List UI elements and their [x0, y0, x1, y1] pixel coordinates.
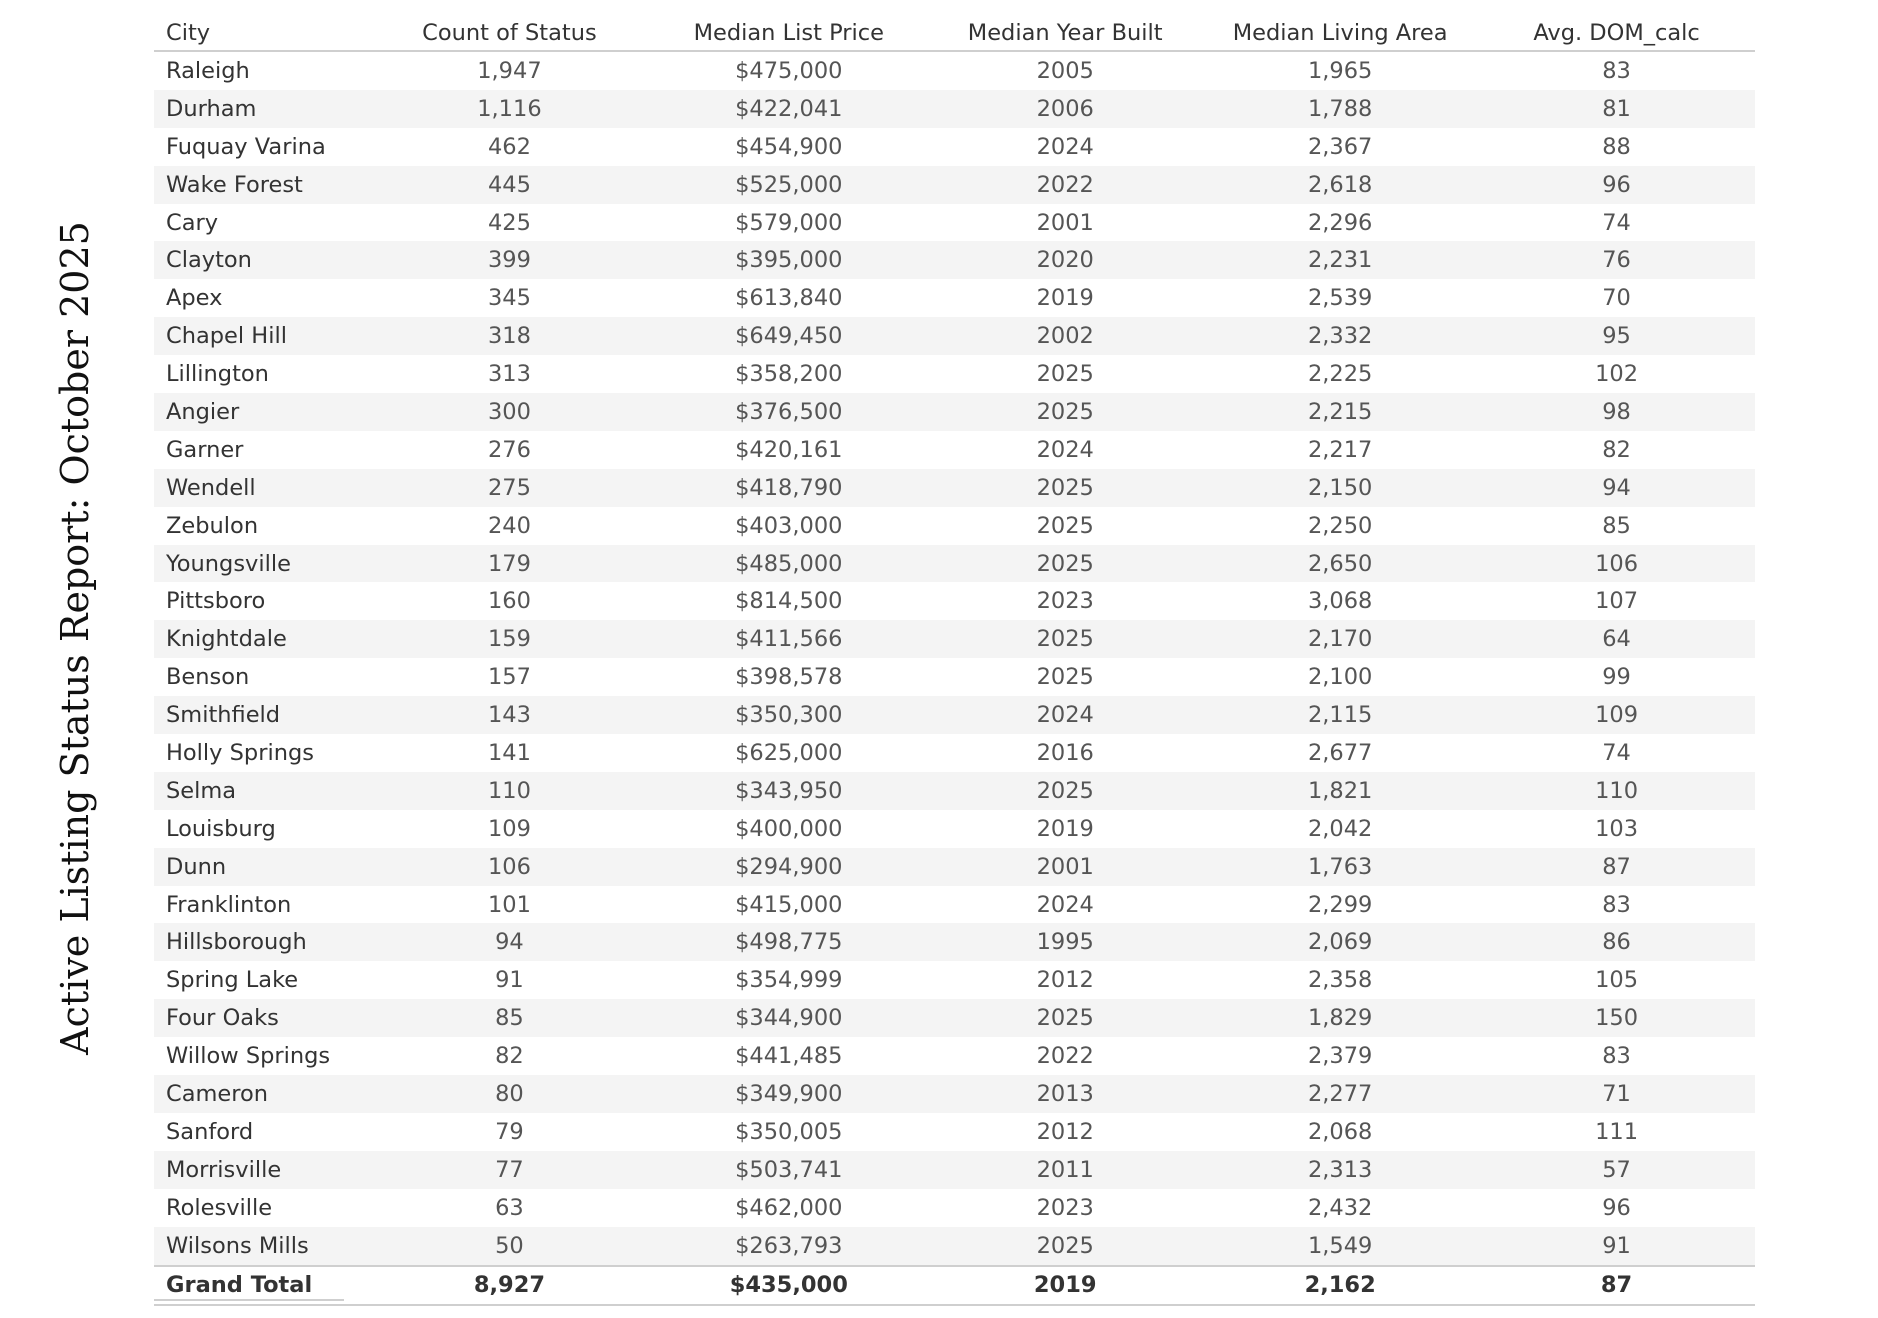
cell-city: Holly Springs	[166, 739, 314, 766]
cell-avg-dom: 106	[1595, 550, 1639, 577]
cell-median-list-price: $398,578	[735, 664, 843, 691]
cell-median-list-price: $354,999	[735, 967, 843, 994]
table-header-row	[154, 16, 1755, 52]
cell-avg-dom: 76	[1602, 247, 1631, 274]
cell-median-year-built: 2025	[1036, 1005, 1094, 1032]
cell-count-of-status: 300	[487, 398, 531, 425]
cell-median-year-built: 1995	[1036, 929, 1094, 956]
table-row	[154, 355, 1755, 393]
cell-median-list-price: $343,950	[735, 777, 843, 804]
cell-count-of-status: 157	[487, 664, 531, 691]
cell-city: Youngsville	[166, 550, 291, 577]
cell-count-of-status: 159	[487, 626, 531, 653]
total-city: Grand Total	[166, 1272, 313, 1299]
cell-median-list-price: $349,900	[735, 1080, 843, 1107]
cell-avg-dom: 71	[1602, 1080, 1631, 1107]
cell-median-year-built: 2025	[1036, 664, 1094, 691]
cell-median-list-price: $263,793	[735, 1232, 843, 1259]
cell-median-year-built: 2001	[1036, 209, 1094, 236]
cell-median-year-built: 2002	[1036, 323, 1094, 350]
cell-median-list-price: $649,450	[735, 323, 843, 350]
table-row	[154, 469, 1755, 507]
cell-median-year-built: 2025	[1036, 474, 1094, 501]
cell-median-living-area: 1,763	[1307, 853, 1373, 880]
cell-avg-dom: 82	[1602, 436, 1631, 463]
table-row	[154, 545, 1755, 583]
cell-city: Wake Forest	[166, 171, 303, 198]
cell-avg-dom: 150	[1595, 1005, 1639, 1032]
table-row	[154, 734, 1755, 772]
cell-city: Raleigh	[166, 57, 250, 84]
cell-median-living-area: 2,432	[1307, 1194, 1373, 1221]
table-row	[154, 241, 1755, 279]
cell-median-living-area: 2,277	[1307, 1080, 1373, 1107]
cell-city: Hillsborough	[166, 929, 307, 956]
cell-avg-dom: 83	[1602, 1043, 1631, 1070]
column-header-count-of-status: Count of Status	[422, 20, 597, 46]
cell-count-of-status: 85	[495, 1005, 524, 1032]
table-row	[154, 810, 1755, 848]
cell-count-of-status: 109	[487, 815, 531, 842]
cell-city: Knightdale	[166, 626, 287, 653]
table-row	[154, 317, 1755, 355]
cell-median-living-area: 1,821	[1307, 777, 1373, 804]
cell-count-of-status: 77	[495, 1156, 524, 1183]
table-row	[154, 886, 1755, 924]
cell-median-living-area: 2,299	[1307, 891, 1373, 918]
table-row	[154, 1113, 1755, 1151]
cell-median-year-built: 2025	[1036, 1232, 1094, 1259]
total-avg-dom: 87	[1600, 1272, 1633, 1299]
cell-avg-dom: 91	[1602, 1232, 1631, 1259]
cell-median-list-price: $403,000	[735, 512, 843, 539]
cell-median-living-area: 2,358	[1307, 967, 1373, 994]
cell-city: Rolesville	[166, 1194, 273, 1221]
cell-median-living-area: 3,068	[1307, 588, 1373, 615]
cell-count-of-status: 80	[495, 1080, 524, 1107]
cell-avg-dom: 102	[1595, 361, 1639, 388]
cell-count-of-status: 110	[487, 777, 531, 804]
cell-avg-dom: 74	[1602, 739, 1631, 766]
cell-count-of-status: 1,116	[477, 95, 542, 122]
cell-median-list-price: $411,566	[735, 626, 843, 653]
table-row	[154, 166, 1755, 204]
cell-count-of-status: 101	[487, 891, 531, 918]
cell-avg-dom: 111	[1595, 1118, 1639, 1145]
cell-median-living-area: 2,296	[1307, 209, 1373, 236]
cell-median-list-price: $579,000	[735, 209, 843, 236]
table-row	[154, 582, 1755, 620]
cell-count-of-status: 275	[487, 474, 531, 501]
cell-avg-dom: 110	[1595, 777, 1639, 804]
cell-count-of-status: 276	[487, 436, 531, 463]
cell-city: Apex	[166, 285, 223, 312]
cell-median-list-price: $625,000	[735, 739, 843, 766]
cell-median-list-price: $395,000	[735, 247, 843, 274]
cell-avg-dom: 64	[1602, 626, 1631, 653]
cell-count-of-status: 179	[487, 550, 531, 577]
cell-median-year-built: 2023	[1036, 1194, 1094, 1221]
cell-median-list-price: $350,300	[735, 702, 843, 729]
table-row	[154, 961, 1755, 999]
cell-count-of-status: 94	[495, 929, 524, 956]
cell-median-living-area: 2,332	[1307, 323, 1373, 350]
cell-count-of-status: 141	[487, 739, 531, 766]
cell-median-list-price: $358,200	[735, 361, 843, 388]
cell-count-of-status: 106	[487, 853, 531, 880]
table-row	[154, 848, 1755, 886]
listing-report-table	[154, 16, 1755, 1306]
cell-median-living-area: 2,313	[1307, 1156, 1373, 1183]
cell-count-of-status: 143	[487, 702, 531, 729]
cell-median-year-built: 2016	[1036, 739, 1094, 766]
cell-city: Dunn	[166, 853, 227, 880]
cell-median-list-price: $420,161	[735, 436, 843, 463]
cell-median-year-built: 2019	[1036, 285, 1094, 312]
total-divider	[154, 1299, 344, 1301]
cell-median-living-area: 2,231	[1307, 247, 1373, 274]
cell-median-year-built: 2012	[1036, 967, 1094, 994]
total-count-of-status: 8,927	[473, 1272, 546, 1299]
cell-avg-dom: 99	[1602, 664, 1631, 691]
cell-median-living-area: 1,829	[1307, 1005, 1373, 1032]
table-row	[154, 90, 1755, 128]
table-row	[154, 658, 1755, 696]
cell-count-of-status: 1,947	[477, 57, 542, 84]
cell-city: Clayton	[166, 247, 252, 274]
cell-avg-dom: 81	[1602, 95, 1631, 122]
cell-avg-dom: 107	[1595, 588, 1639, 615]
cell-median-year-built: 2011	[1036, 1156, 1094, 1183]
cell-median-year-built: 2025	[1036, 777, 1094, 804]
cell-city: Angier	[166, 398, 240, 425]
cell-median-living-area: 1,549	[1307, 1232, 1373, 1259]
cell-city: Lillington	[166, 361, 269, 388]
cell-count-of-status: 79	[495, 1118, 524, 1145]
cell-median-living-area: 2,069	[1307, 929, 1373, 956]
cell-count-of-status: 462	[487, 133, 531, 160]
cell-median-year-built: 2025	[1036, 398, 1094, 425]
cell-median-living-area: 2,068	[1307, 1118, 1373, 1145]
cell-city: Pittsboro	[166, 588, 266, 615]
cell-median-year-built: 2020	[1036, 247, 1094, 274]
cell-avg-dom: 103	[1595, 815, 1639, 842]
cell-median-list-price: $294,900	[735, 853, 843, 880]
cell-count-of-status: 425	[487, 209, 531, 236]
cell-median-year-built: 2022	[1036, 1043, 1094, 1070]
column-header-median-living-area: Median Living Area	[1232, 20, 1448, 46]
cell-avg-dom: 57	[1602, 1156, 1631, 1183]
cell-count-of-status: 345	[487, 285, 531, 312]
cell-median-list-price: $441,485	[735, 1043, 843, 1070]
cell-avg-dom: 88	[1602, 133, 1631, 160]
cell-median-year-built: 2023	[1036, 588, 1094, 615]
cell-avg-dom: 96	[1602, 171, 1631, 198]
cell-avg-dom: 98	[1602, 398, 1631, 425]
cell-median-living-area: 2,042	[1307, 815, 1373, 842]
cell-median-list-price: $344,900	[735, 1005, 843, 1032]
cell-median-living-area: 2,677	[1307, 739, 1373, 766]
cell-city: Cameron	[166, 1080, 269, 1107]
column-header-city: City	[166, 20, 211, 46]
cell-median-year-built: 2005	[1036, 57, 1094, 84]
cell-count-of-status: 318	[487, 323, 531, 350]
cell-avg-dom: 83	[1602, 891, 1631, 918]
table-row	[154, 620, 1755, 658]
table-row	[154, 393, 1755, 431]
cell-median-year-built: 2001	[1036, 853, 1094, 880]
cell-city: Garner	[166, 436, 244, 463]
cell-median-year-built: 2022	[1036, 171, 1094, 198]
report-title: Active Listing Status Report: October 2025	[53, 221, 97, 1055]
total-median-living-area: 2,162	[1304, 1272, 1376, 1299]
cell-median-list-price: $418,790	[735, 474, 843, 501]
cell-median-living-area: 2,379	[1307, 1043, 1373, 1070]
cell-avg-dom: 105	[1595, 967, 1639, 994]
table-row	[154, 1189, 1755, 1227]
column-header-median-year-built: Median Year Built	[967, 20, 1163, 46]
cell-count-of-status: 445	[487, 171, 531, 198]
cell-count-of-status: 50	[495, 1232, 524, 1259]
cell-median-living-area: 2,225	[1307, 361, 1373, 388]
cell-avg-dom: 86	[1602, 929, 1631, 956]
cell-city: Chapel Hill	[166, 323, 287, 350]
cell-count-of-status: 399	[487, 247, 531, 274]
cell-avg-dom: 70	[1602, 285, 1631, 312]
cell-city: Sanford	[166, 1118, 254, 1145]
cell-median-list-price: $814,500	[735, 588, 843, 615]
cell-count-of-status: 240	[487, 512, 531, 539]
cell-city: Franklinton	[166, 891, 292, 918]
cell-median-living-area: 2,100	[1307, 664, 1373, 691]
cell-median-list-price: $613,840	[735, 285, 843, 312]
cell-city: Fuquay Varina	[166, 133, 326, 160]
table-row	[154, 431, 1755, 469]
cell-median-living-area: 2,115	[1307, 702, 1373, 729]
cell-city: Cary	[166, 209, 219, 236]
cell-avg-dom: 95	[1602, 323, 1631, 350]
table-row	[154, 204, 1755, 242]
table-row	[154, 128, 1755, 166]
cell-median-living-area: 2,150	[1307, 474, 1373, 501]
cell-city: Smithfield	[166, 702, 281, 729]
cell-median-year-built: 2025	[1036, 626, 1094, 653]
cell-count-of-status: 160	[487, 588, 531, 615]
column-header-median-list-price: Median List Price	[693, 20, 884, 46]
column-header-avg-dom: Avg. DOM_calc	[1533, 20, 1700, 46]
table-row	[154, 52, 1755, 90]
cell-median-list-price: $503,741	[735, 1156, 843, 1183]
cell-median-year-built: 2025	[1036, 550, 1094, 577]
table-row	[154, 923, 1755, 961]
cell-median-list-price: $525,000	[735, 171, 843, 198]
cell-city: Selma	[166, 777, 237, 804]
cell-city: Spring Lake	[166, 967, 299, 994]
cell-count-of-status: 63	[495, 1194, 524, 1221]
cell-city: Benson	[166, 664, 250, 691]
cell-median-living-area: 2,250	[1307, 512, 1373, 539]
cell-median-living-area: 2,217	[1307, 436, 1373, 463]
table-body	[154, 52, 1755, 1265]
table-row	[154, 999, 1755, 1037]
cell-avg-dom: 87	[1602, 853, 1631, 880]
cell-city: Wendell	[166, 474, 256, 501]
cell-avg-dom: 96	[1602, 1194, 1631, 1221]
cell-city: Morrisville	[166, 1156, 282, 1183]
cell-median-living-area: 2,170	[1307, 626, 1373, 653]
cell-median-list-price: $376,500	[735, 398, 843, 425]
cell-avg-dom: 94	[1602, 474, 1631, 501]
total-median-list-price: $435,000	[729, 1272, 848, 1299]
table-row	[154, 507, 1755, 545]
cell-median-living-area: 2,367	[1307, 133, 1373, 160]
cell-median-year-built: 2024	[1036, 436, 1094, 463]
cell-median-living-area: 2,215	[1307, 398, 1373, 425]
cell-city: Willow Springs	[166, 1043, 331, 1070]
cell-median-year-built: 2013	[1036, 1080, 1094, 1107]
cell-median-year-built: 2024	[1036, 133, 1094, 160]
cell-city: Four Oaks	[166, 1005, 279, 1032]
grand-total-row	[154, 1265, 1755, 1307]
table-row	[154, 1151, 1755, 1189]
cell-median-year-built: 2025	[1036, 512, 1094, 539]
cell-count-of-status: 313	[487, 361, 531, 388]
cell-median-list-price: $475,000	[735, 57, 843, 84]
cell-median-list-price: $462,000	[735, 1194, 843, 1221]
cell-median-living-area: 2,650	[1307, 550, 1373, 577]
cell-median-living-area: 2,618	[1307, 171, 1373, 198]
cell-median-list-price: $350,005	[735, 1118, 843, 1145]
table-row	[154, 772, 1755, 810]
cell-city: Louisburg	[166, 815, 276, 842]
cell-median-living-area: 1,965	[1307, 57, 1373, 84]
table-row	[154, 279, 1755, 317]
cell-count-of-status: 82	[495, 1043, 524, 1070]
cell-avg-dom: 109	[1595, 702, 1639, 729]
cell-city: Wilsons Mills	[166, 1232, 309, 1259]
cell-median-list-price: $422,041	[735, 95, 843, 122]
cell-median-list-price: $498,775	[735, 929, 843, 956]
cell-median-list-price: $400,000	[735, 815, 843, 842]
cell-median-year-built: 2006	[1036, 95, 1094, 122]
cell-median-list-price: $454,900	[735, 133, 843, 160]
cell-median-year-built: 2024	[1036, 891, 1094, 918]
cell-city: Zebulon	[166, 512, 259, 539]
total-median-year-built: 2019	[1033, 1272, 1097, 1299]
cell-avg-dom: 85	[1602, 512, 1631, 539]
table-row	[154, 1037, 1755, 1075]
table-row	[154, 1075, 1755, 1113]
cell-median-list-price: $415,000	[735, 891, 843, 918]
cell-median-year-built: 2012	[1036, 1118, 1094, 1145]
cell-median-list-price: $485,000	[735, 550, 843, 577]
cell-avg-dom: 83	[1602, 57, 1631, 84]
cell-median-year-built: 2024	[1036, 702, 1094, 729]
table-row	[154, 696, 1755, 734]
cell-median-living-area: 1,788	[1307, 95, 1373, 122]
table-row	[154, 1227, 1755, 1265]
cell-median-year-built: 2019	[1036, 815, 1094, 842]
cell-count-of-status: 91	[495, 967, 524, 994]
cell-city: Durham	[166, 95, 257, 122]
cell-median-year-built: 2025	[1036, 361, 1094, 388]
cell-avg-dom: 74	[1602, 209, 1631, 236]
cell-median-living-area: 2,539	[1307, 285, 1373, 312]
